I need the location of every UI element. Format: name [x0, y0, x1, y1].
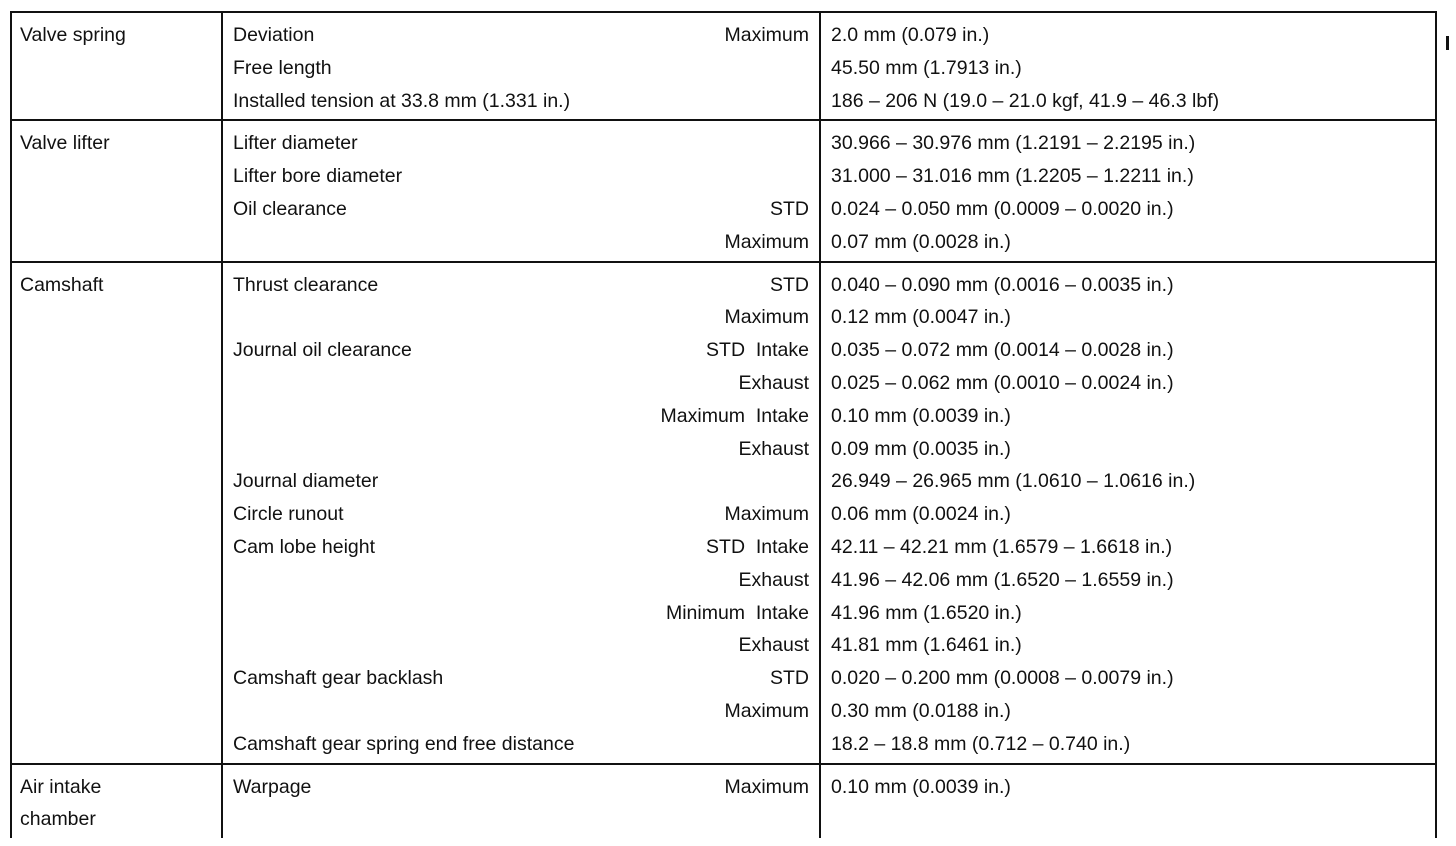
spec-value: 26.949 – 26.965 mm (1.0610 – 1.0616 in.) — [831, 470, 1196, 493]
item-row — [223, 367, 819, 400]
spec-row — [821, 301, 1435, 334]
qualifier-label: STD — [770, 197, 809, 220]
spec-group — [10, 11, 1437, 119]
spec-row — [821, 52, 1435, 85]
qualifier-label: STD Intake — [706, 535, 809, 558]
component-cell — [10, 263, 221, 763]
component-cell — [10, 765, 221, 839]
spec-row — [821, 127, 1435, 160]
spec-value: 42.11 – 42.21 mm (1.6579 – 1.6618 in.) — [831, 535, 1173, 558]
qualifier-label: Maximum — [724, 24, 809, 46]
item-row — [223, 465, 819, 498]
qualifier-label: Minimum Intake — [665, 601, 809, 624]
spec-row — [821, 269, 1435, 302]
qualifier-label: Exhaust — [738, 568, 809, 591]
spec-row — [821, 334, 1435, 367]
spec-group — [10, 261, 1437, 763]
item-label: Camshaft gear spring end free distance — [233, 732, 575, 755]
spec-row — [821, 597, 1435, 630]
spec-value: 31.000 – 31.016 mm (1.2205 – 1.2211 in.) — [831, 165, 1194, 188]
item-label: Warpage — [233, 775, 312, 798]
qualifier-label: Exhaust — [738, 371, 809, 394]
spec-value: 0.10 mm (0.0039 in.) — [831, 404, 1011, 427]
item-row — [223, 52, 819, 85]
item-row — [223, 226, 819, 259]
spec-value: 0.06 mm (0.0024 in.) — [831, 503, 1011, 526]
spec-row — [821, 193, 1435, 226]
component-cell — [10, 13, 221, 119]
component-name: Air intake — [20, 775, 102, 798]
item-row — [223, 771, 819, 804]
spec-cell — [819, 121, 1437, 260]
spec-row — [821, 85, 1435, 118]
spec-group — [10, 119, 1437, 260]
qualifier-label: Maximum — [724, 230, 809, 253]
spec-row — [821, 531, 1435, 564]
item-row — [223, 433, 819, 466]
item-row — [223, 19, 819, 52]
spec-value: 0.024 – 0.050 mm (0.0009 – 0.0020 in.) — [831, 197, 1174, 220]
item-cell — [221, 13, 819, 119]
qualifier-label: Maximum Intake — [660, 404, 809, 427]
spec-row — [821, 564, 1435, 597]
spec-cell — [819, 263, 1437, 763]
item-row — [223, 629, 819, 662]
spec-row — [821, 465, 1435, 498]
qualifier-label: Exhaust — [738, 634, 809, 657]
item-row — [223, 498, 819, 531]
item-label: Free length — [233, 56, 332, 79]
spec-row — [821, 367, 1435, 400]
component-name: Valve lifter — [20, 132, 110, 155]
spec-row — [821, 629, 1435, 662]
spec-value: 186 – 206 N (19.0 – 21.0 kgf, 41.9 – 46.3 lbf) — [831, 89, 1220, 112]
component-name: Camshaft — [20, 273, 104, 296]
item-cell — [221, 765, 819, 839]
qualifier-label: Exhaust — [738, 437, 809, 460]
component-cell — [10, 121, 221, 260]
item-row — [223, 728, 819, 761]
spec-value: 0.025 – 0.062 mm (0.0010 – 0.0024 in.) — [831, 371, 1174, 394]
qualifier-label: STD — [770, 273, 809, 296]
spec-cell — [819, 13, 1437, 119]
qualifier-label: Maximum — [724, 503, 809, 526]
item-label: Camshaft gear backlash — [233, 667, 444, 690]
item-row — [223, 160, 819, 193]
item-row — [223, 127, 819, 160]
spec-table — [10, 11, 1437, 838]
item-row — [223, 334, 819, 367]
spec-row — [821, 728, 1435, 761]
item-row — [223, 695, 819, 728]
item-label: Lifter bore diameter — [233, 165, 403, 188]
item-row — [223, 803, 819, 836]
spec-value: 0.07 mm (0.0028 in.) — [831, 230, 1011, 253]
item-row — [223, 400, 819, 433]
qualifier-label: Maximum — [724, 775, 809, 798]
spec-row — [821, 662, 1435, 695]
spec-row — [821, 498, 1435, 531]
spec-row — [821, 400, 1435, 433]
spec-row — [821, 160, 1435, 193]
spec-value: 0.12 mm (0.0047 in.) — [831, 306, 1011, 329]
spec-value: 0.040 – 0.090 mm (0.0016 – 0.0035 in.) — [831, 273, 1174, 296]
item-row — [223, 597, 819, 630]
spec-value: 0.020 – 0.200 mm (0.0008 – 0.0079 in.) — [831, 667, 1174, 690]
item-row — [223, 531, 819, 564]
spec-row — [821, 803, 1435, 836]
spec-row — [821, 19, 1435, 52]
spec-value: 2.0 mm (0.079 in.) — [831, 24, 990, 46]
component-name: chamber — [20, 808, 96, 831]
spec-value: 41.96 – 42.06 mm (1.6520 – 1.6559 in.) — [831, 568, 1174, 591]
qualifier-label: STD — [770, 667, 809, 690]
item-cell — [221, 263, 819, 763]
qualifier-label: STD Intake — [706, 339, 809, 362]
item-row — [223, 564, 819, 597]
item-row — [223, 662, 819, 695]
item-row — [223, 85, 819, 118]
spec-row — [821, 695, 1435, 728]
item-cell — [221, 121, 819, 260]
item-row — [223, 193, 819, 226]
spec-value: 18.2 – 18.8 mm (0.712 – 0.740 in.) — [831, 732, 1131, 755]
spec-value: 30.966 – 30.976 mm (1.2191 – 2.2195 in.) — [831, 132, 1196, 155]
component-name: Valve spring — [20, 24, 126, 46]
item-label: Journal diameter — [233, 470, 379, 493]
spec-value: 0.30 mm (0.0188 in.) — [831, 699, 1011, 722]
item-label: Oil clearance — [233, 197, 347, 220]
item-row — [223, 269, 819, 302]
spec-value: 41.96 mm (1.6520 in.) — [831, 601, 1022, 624]
item-label: Thrust clearance — [233, 273, 379, 296]
spec-value: 0.035 – 0.072 mm (0.0014 – 0.0028 in.) — [831, 339, 1174, 362]
spec-value: 41.81 mm (1.6461 in.) — [831, 634, 1022, 657]
qualifier-label: Maximum — [724, 306, 809, 329]
spec-value: 0.10 mm (0.0039 in.) — [831, 775, 1011, 798]
edge-mark — [1446, 36, 1449, 50]
item-label: Cam lobe height — [233, 535, 376, 558]
spec-cell — [819, 765, 1437, 839]
spec-value: 45.50 mm (1.7913 in.) — [831, 56, 1022, 79]
item-label: Lifter diameter — [233, 132, 358, 155]
spec-group — [10, 763, 1437, 839]
spec-value: 0.09 mm (0.0035 in.) — [831, 437, 1011, 460]
item-row — [223, 301, 819, 334]
item-label: Installed tension at 33.8 mm (1.331 in.) — [233, 89, 571, 112]
item-label: Circle runout — [233, 503, 344, 526]
item-label: Deviation — [233, 24, 315, 46]
spec-row — [821, 433, 1435, 466]
spec-row — [821, 771, 1435, 804]
spec-row — [821, 226, 1435, 259]
item-label: Journal oil clearance — [233, 339, 412, 362]
qualifier-label: Maximum — [724, 699, 809, 722]
